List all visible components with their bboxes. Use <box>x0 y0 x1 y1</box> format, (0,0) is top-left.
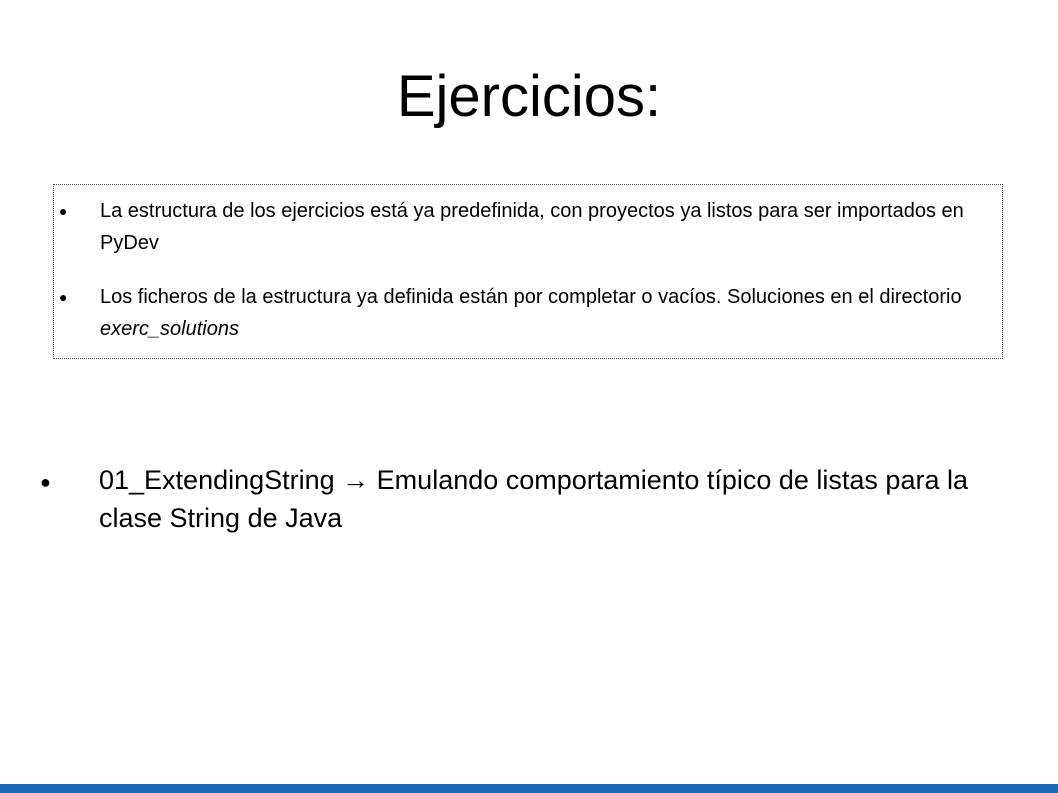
solutions-dir-name: exerc_solutions <box>100 318 239 340</box>
note-item-text: La estructura de los ejercicios está ya predefinida, con proyectos ya listos para ser importados en PyDev <box>100 200 964 254</box>
note-box <box>53 184 1003 359</box>
footer-bar <box>0 784 1058 793</box>
slide-title: Ejercicios: <box>396 64 662 129</box>
note-item-text-plain: Los ficheros de la estructura ya definida están por completar o vacíos. Soluciones en el directorio <box>100 286 962 308</box>
note-item-text <box>100 281 1000 345</box>
bullet-icon: ● <box>59 289 68 305</box>
exercise-item-text: 01_ExtendingString → Emulando comportamiento típico de listas para la clase String de Java <box>99 465 968 533</box>
bullet-icon: ● <box>59 203 68 219</box>
bullet-icon: ● <box>40 472 51 492</box>
